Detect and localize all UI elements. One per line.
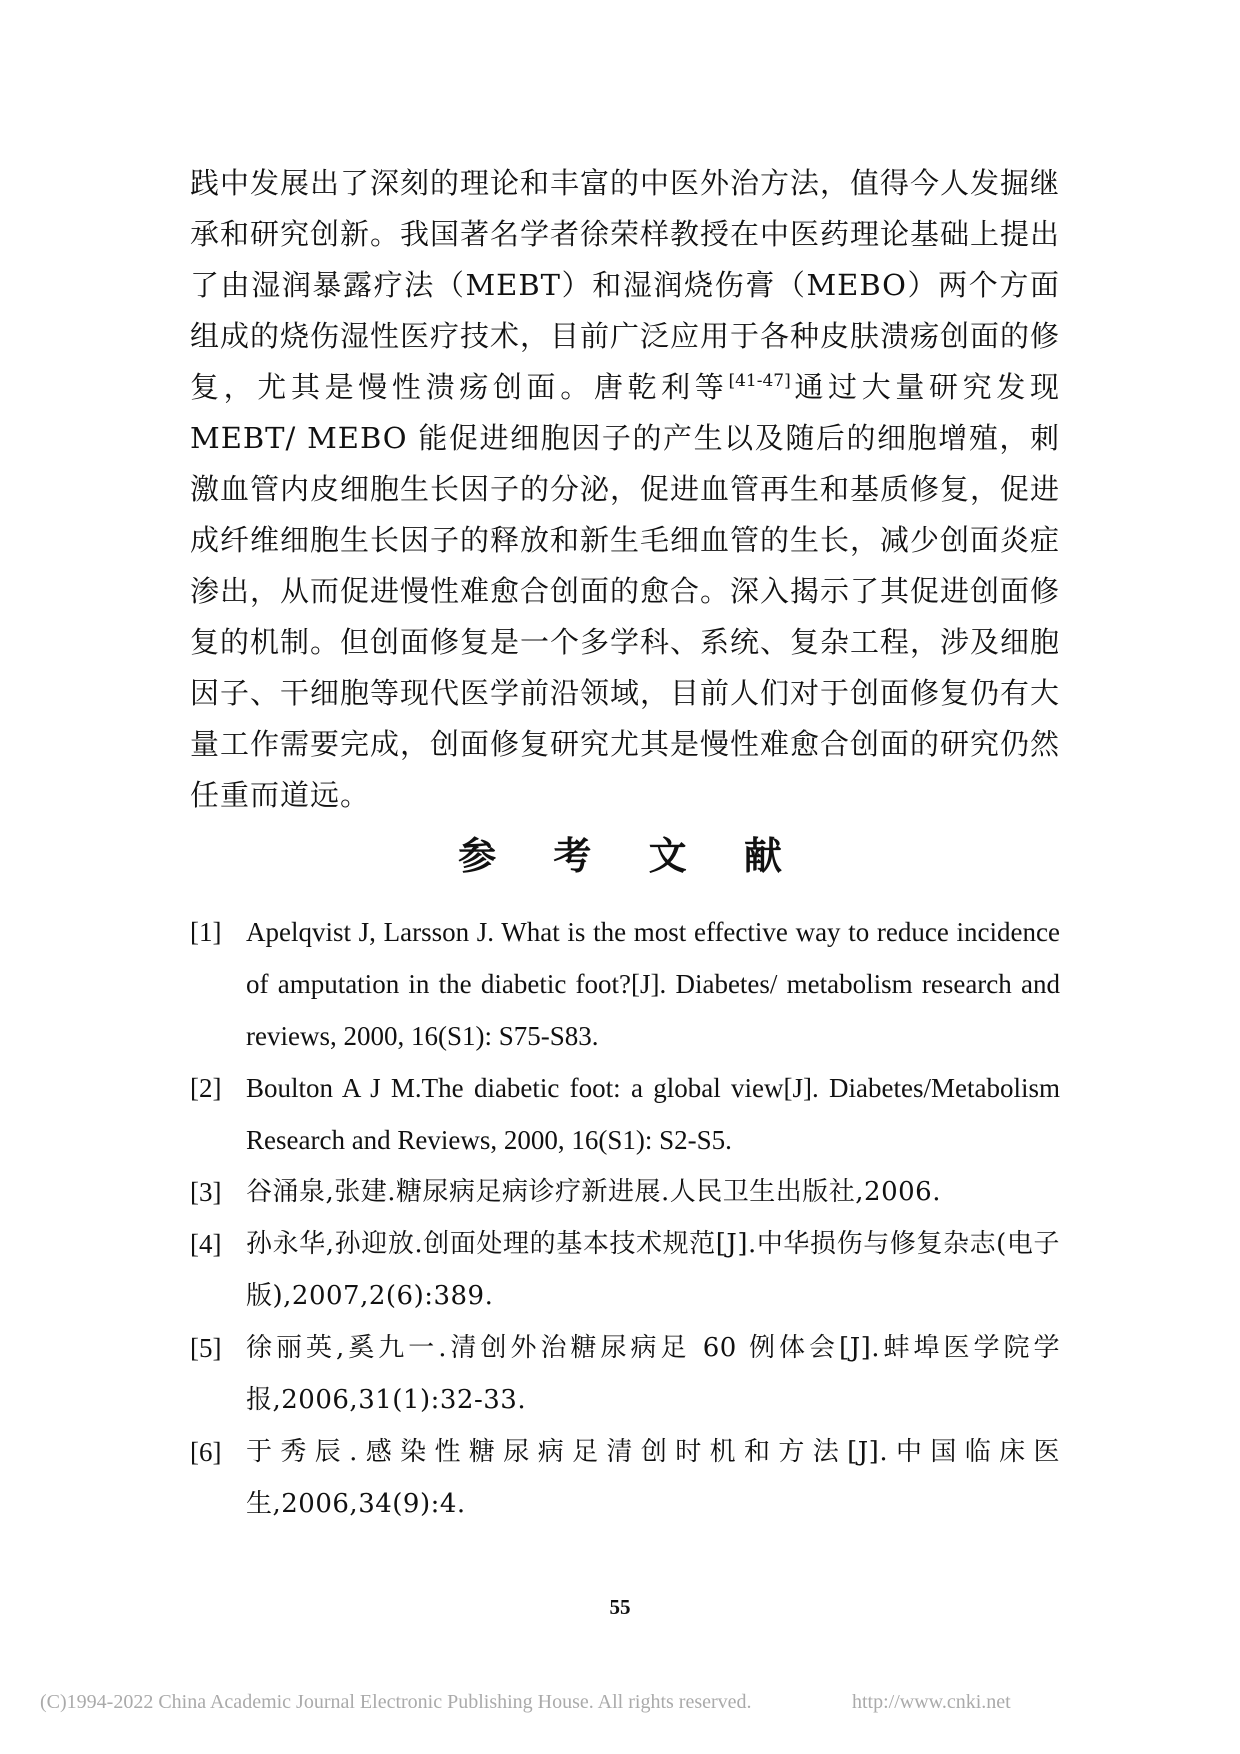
reference-text: 徐丽英,奚九一.清创外治糖尿病足 60 例体会[J].蚌埠医学院学报,2006,31(1):32-33. [246,1333,1060,1415]
reference-number: [2] [190,1073,222,1103]
references-heading: 参 考 文 献 [458,834,804,878]
citation-superscript: [41-47] [728,371,791,391]
reference-number: [4] [190,1229,222,1259]
reference-text: 谷涌泉,张建.糖尿病足病诊疗新进展.人民卫生出版社,2006. [246,1177,941,1207]
reference-item [190,1426,1060,1530]
reference-text: 于秀辰.感染性糖尿病足清创时机和方法[J].中国临床医生,2006,34(9):4. [246,1437,1060,1519]
page-number: 55 [609,1595,631,1619]
body-paragraph [190,158,1060,821]
reference-text: Apelqvist J, Larsson J. What is the most effective way to reduce incidence of amputation in the diabetic foot?[J]. Diabetes/ metabolism research and reviews, 2000, 16(S1): S75-S83. [246,917,1060,1051]
reference-list [190,906,1060,1530]
reference-number: [3] [190,1177,222,1207]
reference-item [190,1322,1060,1426]
reference-item [190,1166,1060,1218]
footer-url: http://www.cnki.net [852,1691,1011,1713]
reference-number: [5] [190,1333,222,1363]
reference-item [190,1062,1060,1166]
reference-text: 孙永华,孙迎放.创面处理的基本技术规范[J].中华损伤与修复杂志(电子版),2007,2(6):389. [246,1229,1060,1311]
reference-number: [1] [190,917,222,947]
body-text-part-1: 践中发展出了深刻的理论和丰富的中医外治方法，值得今人发掘继承和研究创新。我国著名学者徐荣样教授在中医药理论基础上提出了由湿润暴露疗法（MEBT）和湿润烧伤膏（MEBO）两个方面组成的烧伤湿性医疗技术，目前广泛应用于各种皮肤溃疡创面的修复，尤其是慢性溃疡创面。唐乾利等 [190,166,1061,404]
footer-copyright: (C)1994-2022 China Academic Journal Electronic Publishing House. All rights reserved. [40,1691,752,1713]
body-text-part-2: 通过大量研究发现 MEBT/ MEBO 能促进细胞因子的产生以及随后的细胞增殖，刺激血管内皮细胞生长因子的分泌，促进血管再生和基质修复，促进成纤维细胞生长因子的释放和新生毛细血管的生长，减少创面炎症渗出，从而促进慢性难愈合创面的愈合。深入揭示了其促进创面修复的机制。但创面修复是一个多学科、系统、复杂工程，涉及细胞因子、干细胞等现代医学前沿领域，目前人们对于创面修复仍有大量工作需要完成，创面修复研究尤其是慢性难愈合创面的研究仍然任重而道远。 [190,370,1061,812]
reference-item [190,906,1060,1062]
reference-number: [6] [190,1437,222,1467]
reference-text: Boulton A J M.The diabetic foot: a global view[J]. Diabetes/Metabolism Research and Reviews, 2000, 16(S1): S2-S5. [246,1073,1060,1155]
reference-item [190,1218,1060,1322]
